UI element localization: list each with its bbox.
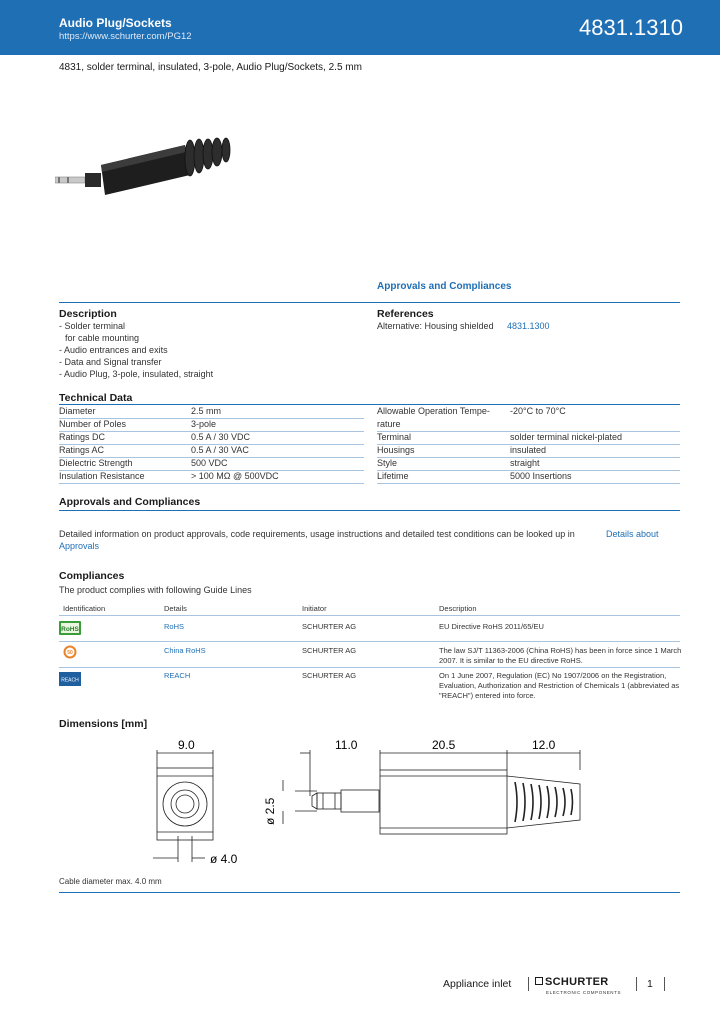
description-item: - Data and Signal transfer	[59, 357, 162, 367]
tech-key: Diameter	[59, 406, 96, 416]
schurter-logo-mark-icon	[535, 977, 543, 985]
rohs-logo-icon	[59, 621, 81, 635]
divider	[59, 404, 680, 405]
tech-row	[377, 432, 680, 445]
description-item: - Audio Plug, 3-pole, insulated, straight	[59, 369, 214, 379]
header-bar	[0, 0, 720, 55]
dimensions-title: Dimensions [mm]	[59, 718, 148, 730]
divider	[59, 892, 680, 893]
tech-row	[59, 445, 364, 458]
tech-key: Insulation Resistance	[59, 471, 145, 481]
cable-diameter-note: Cable diameter max. 4.0 mm	[59, 877, 162, 886]
compliances-intro: The product complies with following Guide Lines	[59, 585, 252, 595]
tech-value: solder terminal nickel-plated	[510, 432, 623, 442]
divider	[59, 667, 680, 668]
compliance-initiator: SCHURTER AG	[302, 646, 357, 655]
footer-separator	[528, 977, 529, 991]
tech-value: > 100 MΩ @ 500VDC	[191, 471, 279, 481]
approvals-link[interactable]: Approvals and Compliances	[377, 281, 512, 292]
divider	[59, 302, 680, 303]
tech-key: Allowable Operation Tempe-	[377, 406, 490, 416]
tech-key: Terminal	[377, 432, 412, 442]
description-item: - Audio entrances and exits	[59, 345, 168, 355]
references-link[interactable]: 4831.1300	[507, 321, 550, 331]
footer-product: Appliance inlet	[443, 978, 512, 990]
compliance-details[interactable]: REACH	[164, 671, 191, 680]
approvals-title: Approvals and Compliances	[59, 496, 201, 508]
tech-key: Ratings AC	[59, 445, 105, 455]
tech-row	[377, 445, 680, 458]
tech-row	[59, 471, 364, 484]
footer-separator	[636, 977, 637, 991]
compliance-desc: 2007. It is similar to the EU directive RoHS.	[439, 656, 583, 665]
category-title: Audio Plug/Sockets	[59, 16, 172, 30]
rohs-logo-text: RoHS	[61, 626, 79, 633]
compliance-details[interactable]: RoHS	[164, 622, 185, 631]
compliance-desc: "REACH") entered into force.	[439, 691, 536, 700]
tech-value: insulated	[510, 445, 547, 455]
dim-pin-diameter: ø 2.5	[263, 797, 277, 825]
tech-key: Number of Poles	[59, 419, 127, 429]
tech-row	[59, 406, 364, 419]
reach-logo-icon	[59, 672, 81, 686]
dim-tip-length: 11.0	[335, 738, 358, 752]
divider	[59, 510, 680, 511]
compliances-title: Compliances	[59, 570, 125, 582]
compliance-initiator: SCHURTER AG	[302, 671, 357, 680]
dimensions-drawing	[55, 730, 615, 890]
technical-title: Technical Data	[59, 392, 133, 404]
description-title: Description	[59, 308, 117, 320]
category-url[interactable]: https://www.schurter.com/PG12	[59, 31, 192, 42]
dim-cable-diameter: ø 4.0	[210, 852, 238, 866]
tech-row	[377, 471, 680, 484]
tech-row	[59, 432, 364, 445]
compliance-desc: On 1 June 2007, Regulation (EC) No 1907/2006 on the Registration,	[439, 671, 667, 680]
tech-value: -20°C to 70°C	[510, 406, 566, 416]
tech-key: Lifetime	[377, 471, 409, 481]
footer-separator	[664, 977, 665, 991]
tech-key-cont: rature	[377, 419, 401, 429]
tech-row	[59, 458, 364, 471]
brand-tagline: ELECTRONIC COMPONENTS	[546, 990, 622, 995]
dim-boot-length: 12.0	[532, 738, 556, 752]
tech-value: 3-pole	[191, 419, 217, 429]
approvals-text: Detailed information on product approvals, code requirements, usage instructions and detailed test conditions can be looked up in	[59, 529, 575, 539]
tech-row	[377, 406, 680, 432]
col-header-initiator: Initiator	[302, 604, 327, 613]
col-header-identification: Identification	[63, 604, 106, 613]
tech-value: straight	[510, 458, 540, 468]
col-header-details: Details	[164, 604, 187, 613]
schurter-logo	[535, 976, 609, 988]
tech-value: 0.5 A / 30 VAC	[191, 445, 249, 455]
divider	[59, 615, 680, 616]
tech-key: Dielectric Strength	[59, 458, 133, 468]
product-image	[55, 120, 255, 210]
references-title: References	[377, 308, 434, 320]
approvals-details-link-2[interactable]: Approvals	[59, 541, 100, 551]
compliance-desc: The law SJ/T 11363-2006 (China RoHS) has been in force since 1 March	[439, 646, 682, 655]
tech-row	[377, 458, 680, 471]
tech-value: 2.5 mm	[191, 406, 222, 416]
reach-logo-text: REACH	[61, 677, 79, 684]
description-item: for cable mounting	[65, 333, 140, 343]
china-rohs-logo-icon	[59, 645, 81, 659]
dim-body-length: 20.5	[432, 738, 456, 752]
references-label: Alternative: Housing shielded	[377, 321, 494, 331]
product-subtitle: 4831, solder terminal, insulated, 3-pole, Audio Plug/Sockets, 2.5 mm	[59, 62, 362, 73]
description-item: - Solder terminal	[59, 321, 126, 331]
col-header-description: Description	[439, 604, 477, 613]
divider	[59, 641, 680, 642]
tech-key: Style	[377, 458, 398, 468]
page-number: 1	[647, 978, 653, 990]
tech-value: 5000 Insertions	[510, 471, 572, 481]
compliance-desc: EU Directive RoHS 2011/65/EU	[439, 622, 544, 631]
approvals-details-link[interactable]: Details about	[606, 529, 659, 539]
tech-row	[59, 419, 364, 432]
tech-value: 0.5 A / 30 VDC	[191, 432, 251, 442]
compliance-desc: Evaluation, Authorization and Restriction of Chemicals 1 (abbreviated as	[439, 681, 680, 690]
china-rohs-logo-text: 50	[67, 650, 73, 656]
brand-name: SCHURTER	[545, 976, 609, 988]
dim-front-width: 9.0	[178, 738, 195, 752]
compliance-details[interactable]: China RoHS	[164, 646, 206, 655]
part-number: 4831.1310	[579, 15, 683, 40]
compliance-initiator: SCHURTER AG	[302, 622, 357, 631]
tech-value: 500 VDC	[191, 458, 228, 468]
tech-key: Ratings DC	[59, 432, 106, 442]
tech-key: Housings	[377, 445, 415, 455]
